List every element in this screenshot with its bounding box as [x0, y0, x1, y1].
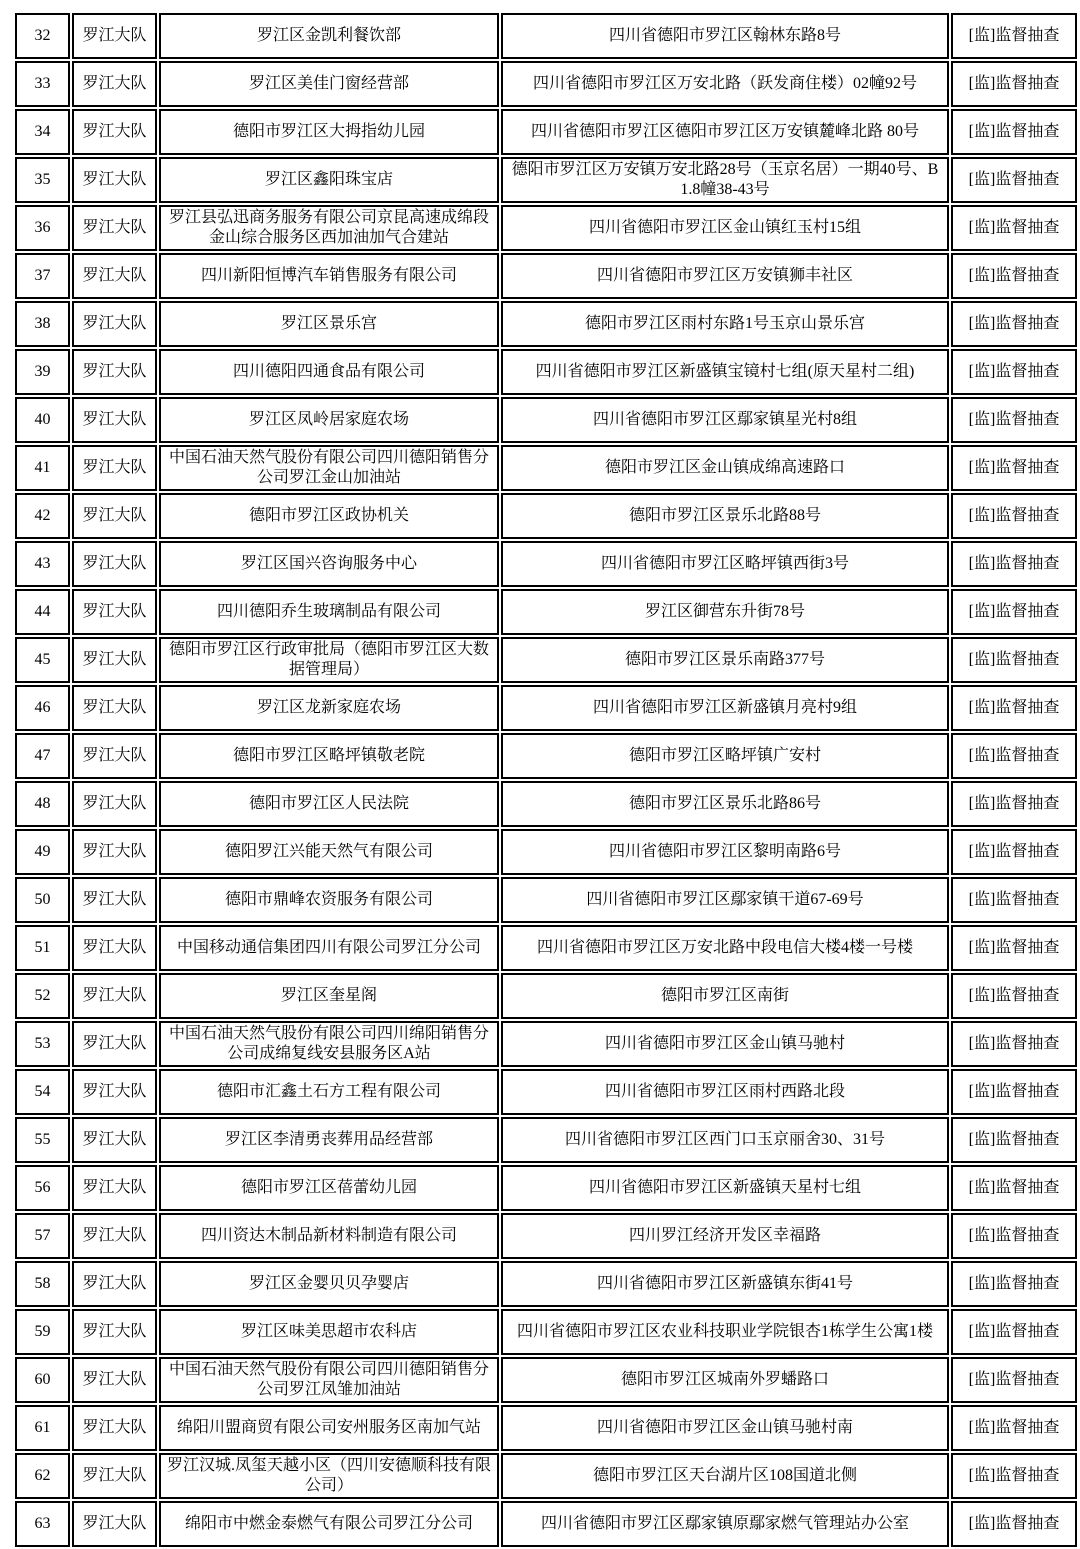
unit-name-cell: 中国石油天然气股份有限公司四川德阳销售分公司罗江金山加油站 [159, 445, 499, 491]
unit-name-cell: 中国移动通信集团四川有限公司罗江分公司 [159, 925, 499, 971]
address-cell: 四川省德阳市罗江区略坪镇西街3号 [501, 541, 949, 587]
row-number-cell: 39 [15, 349, 70, 395]
check-type-cell: [监]监督抽查 [951, 1069, 1077, 1115]
check-type-cell: [监]监督抽查 [951, 1309, 1077, 1355]
brigade-cell: 罗江大队 [72, 685, 157, 731]
table-row [15, 13, 1077, 59]
check-type-cell: [监]监督抽查 [951, 541, 1077, 587]
check-type-cell: [监]监督抽查 [951, 1453, 1077, 1499]
row-number-cell: 58 [15, 1261, 70, 1307]
row-number-cell: 50 [15, 877, 70, 923]
check-type-cell: [监]监督抽查 [951, 589, 1077, 635]
brigade-cell: 罗江大队 [72, 157, 157, 203]
address-cell: 四川省德阳市罗江区翰林东路8号 [501, 13, 949, 59]
brigade-cell: 罗江大队 [72, 109, 157, 155]
table-row [15, 685, 1077, 731]
address-cell: 四川省德阳市罗江区鄢家镇星光村8组 [501, 397, 949, 443]
address-cell: 罗江区御营东升街78号 [501, 589, 949, 635]
address-cell: 德阳市罗江区城南外罗蟠路口 [501, 1357, 949, 1403]
row-number-cell: 59 [15, 1309, 70, 1355]
address-cell: 四川省德阳市罗江区西门口玉京丽舍30、31号 [501, 1117, 949, 1163]
brigade-cell: 罗江大队 [72, 1501, 157, 1547]
check-type-cell: [监]监督抽查 [951, 493, 1077, 539]
table-row [15, 589, 1077, 635]
row-number-cell: 48 [15, 781, 70, 827]
address-cell: 四川省德阳市罗江区金山镇马驰村 [501, 1021, 949, 1067]
address-cell: 德阳市罗江区金山镇成绵高速路口 [501, 445, 949, 491]
row-number-cell: 41 [15, 445, 70, 491]
unit-name-cell: 罗江区国兴咨询服务中心 [159, 541, 499, 587]
table-row [15, 1021, 1077, 1067]
unit-name-cell: 罗江区鑫阳珠宝店 [159, 157, 499, 203]
table-row [15, 205, 1077, 251]
address-cell: 四川省德阳市罗江区农业科技职业学院银杏1栋学生公寓1楼 [501, 1309, 949, 1355]
check-type-cell: [监]监督抽查 [951, 733, 1077, 779]
check-type-cell: [监]监督抽查 [951, 349, 1077, 395]
address-cell: 四川省德阳市罗江区金山镇马驰村南 [501, 1405, 949, 1451]
address-cell: 四川省德阳市罗江区黎明南路6号 [501, 829, 949, 875]
unit-name-cell: 德阳市罗江区政协机关 [159, 493, 499, 539]
table-row [15, 1165, 1077, 1211]
check-type-cell: [监]监督抽查 [951, 61, 1077, 107]
unit-name-cell: 德阳市罗江区略坪镇敬老院 [159, 733, 499, 779]
row-number-cell: 51 [15, 925, 70, 971]
unit-name-cell: 德阳市罗江区大拇指幼儿园 [159, 109, 499, 155]
address-cell: 德阳市罗江区雨村东路1号玉京山景乐宫 [501, 301, 949, 347]
brigade-cell: 罗江大队 [72, 733, 157, 779]
unit-name-cell: 绵阳川盟商贸有限公司安州服务区南加气站 [159, 1405, 499, 1451]
table-row [15, 301, 1077, 347]
unit-name-cell: 德阳市罗江区人民法院 [159, 781, 499, 827]
table-row [15, 349, 1077, 395]
check-type-cell: [监]监督抽查 [951, 1261, 1077, 1307]
table-row [15, 1213, 1077, 1259]
unit-name-cell: 四川新阳恒博汽车销售服务有限公司 [159, 253, 499, 299]
brigade-cell: 罗江大队 [72, 541, 157, 587]
address-cell: 四川省德阳市罗江区金山镇红玉村15组 [501, 205, 949, 251]
brigade-cell: 罗江大队 [72, 61, 157, 107]
brigade-cell: 罗江大队 [72, 973, 157, 1019]
row-number-cell: 42 [15, 493, 70, 539]
brigade-cell: 罗江大队 [72, 397, 157, 443]
brigade-cell: 罗江大队 [72, 781, 157, 827]
check-type-cell: [监]监督抽查 [951, 205, 1077, 251]
table-row [15, 1357, 1077, 1403]
check-type-cell: [监]监督抽查 [951, 1165, 1077, 1211]
brigade-cell: 罗江大队 [72, 1405, 157, 1451]
row-number-cell: 35 [15, 157, 70, 203]
check-type-cell: [监]监督抽查 [951, 397, 1077, 443]
inspection-table-body [15, 13, 1077, 1547]
check-type-cell: [监]监督抽查 [951, 877, 1077, 923]
table-row [15, 1117, 1077, 1163]
table-row [15, 1405, 1077, 1451]
table-row [15, 973, 1077, 1019]
check-type-cell: [监]监督抽查 [951, 829, 1077, 875]
address-cell: 四川省德阳市罗江区新盛镇天星村七组 [501, 1165, 949, 1211]
unit-name-cell: 中国石油天然气股份有限公司四川绵阳销售分公司成绵复线安县服务区A站 [159, 1021, 499, 1067]
row-number-cell: 52 [15, 973, 70, 1019]
unit-name-cell: 德阳市罗江区行政审批局（德阳市罗江区大数据管理局） [159, 637, 499, 683]
check-type-cell: [监]监督抽查 [951, 1501, 1077, 1547]
address-cell: 四川省德阳市罗江区新盛镇月亮村9组 [501, 685, 949, 731]
address-cell: 四川省德阳市罗江区德阳市罗江区万安镇麓峰北路 80号 [501, 109, 949, 155]
row-number-cell: 34 [15, 109, 70, 155]
row-number-cell: 38 [15, 301, 70, 347]
row-number-cell: 46 [15, 685, 70, 731]
unit-name-cell: 德阳市罗江区蓓蕾幼儿园 [159, 1165, 499, 1211]
brigade-cell: 罗江大队 [72, 445, 157, 491]
brigade-cell: 罗江大队 [72, 13, 157, 59]
brigade-cell: 罗江大队 [72, 493, 157, 539]
address-cell: 德阳市罗江区略坪镇广安村 [501, 733, 949, 779]
row-number-cell: 61 [15, 1405, 70, 1451]
row-number-cell: 55 [15, 1117, 70, 1163]
address-cell: 四川省德阳市罗江区万安镇狮丰社区 [501, 253, 949, 299]
row-number-cell: 60 [15, 1357, 70, 1403]
unit-name-cell: 罗江区金婴贝贝孕婴店 [159, 1261, 499, 1307]
check-type-cell: [监]监督抽查 [951, 1357, 1077, 1403]
table-row [15, 1453, 1077, 1499]
row-number-cell: 32 [15, 13, 70, 59]
table-row [15, 637, 1077, 683]
row-number-cell: 44 [15, 589, 70, 635]
table-row [15, 109, 1077, 155]
table-row [15, 253, 1077, 299]
check-type-cell: [监]监督抽查 [951, 1213, 1077, 1259]
address-cell: 四川省德阳市罗江区新盛镇宝镜村七组(原天星村二组) [501, 349, 949, 395]
unit-name-cell: 四川资达木制品新材料制造有限公司 [159, 1213, 499, 1259]
row-number-cell: 56 [15, 1165, 70, 1211]
check-type-cell: [监]监督抽查 [951, 637, 1077, 683]
table-row [15, 493, 1077, 539]
brigade-cell: 罗江大队 [72, 1165, 157, 1211]
brigade-cell: 罗江大队 [72, 205, 157, 251]
brigade-cell: 罗江大队 [72, 637, 157, 683]
address-cell: 四川省德阳市罗江区新盛镇东街41号 [501, 1261, 949, 1307]
table-row [15, 925, 1077, 971]
unit-name-cell: 四川德阳乔生玻璃制品有限公司 [159, 589, 499, 635]
unit-name-cell: 罗江汉城.凤玺天越小区（四川安德顺科技有限公司） [159, 1453, 499, 1499]
address-cell: 四川省德阳市罗江区鄢家镇原鄢家燃气管理站办公室 [501, 1501, 949, 1547]
brigade-cell: 罗江大队 [72, 829, 157, 875]
check-type-cell: [监]监督抽查 [951, 685, 1077, 731]
brigade-cell: 罗江大队 [72, 877, 157, 923]
table-row [15, 1261, 1077, 1307]
unit-name-cell: 四川德阳四通食品有限公司 [159, 349, 499, 395]
table-row [15, 445, 1077, 491]
brigade-cell: 罗江大队 [72, 349, 157, 395]
check-type-cell: [监]监督抽查 [951, 445, 1077, 491]
row-number-cell: 62 [15, 1453, 70, 1499]
unit-name-cell: 罗江区景乐宫 [159, 301, 499, 347]
unit-name-cell: 罗江区龙新家庭农场 [159, 685, 499, 731]
check-type-cell: [监]监督抽查 [951, 781, 1077, 827]
check-type-cell: [监]监督抽查 [951, 157, 1077, 203]
table-row [15, 157, 1077, 203]
table-row [15, 1069, 1077, 1115]
inspection-table [13, 11, 1079, 1549]
brigade-cell: 罗江大队 [72, 1357, 157, 1403]
row-number-cell: 57 [15, 1213, 70, 1259]
address-cell: 四川省德阳市罗江区万安北路（跃发商住楼）02幢92号 [501, 61, 949, 107]
check-type-cell: [监]监督抽查 [951, 925, 1077, 971]
check-type-cell: [监]监督抽查 [951, 1117, 1077, 1163]
unit-name-cell: 罗江区李清勇丧葬用品经营部 [159, 1117, 499, 1163]
brigade-cell: 罗江大队 [72, 253, 157, 299]
address-cell: 四川省德阳市罗江区鄢家镇干道67-69号 [501, 877, 949, 923]
table-row [15, 877, 1077, 923]
table-row [15, 1501, 1077, 1547]
table-row [15, 397, 1077, 443]
check-type-cell: [监]监督抽查 [951, 301, 1077, 347]
unit-name-cell: 罗江区美佳门窗经营部 [159, 61, 499, 107]
row-number-cell: 53 [15, 1021, 70, 1067]
check-type-cell: [监]监督抽查 [951, 253, 1077, 299]
check-type-cell: [监]监督抽查 [951, 13, 1077, 59]
row-number-cell: 63 [15, 1501, 70, 1547]
unit-name-cell: 绵阳市中燃金泰燃气有限公司罗江分公司 [159, 1501, 499, 1547]
brigade-cell: 罗江大队 [72, 925, 157, 971]
address-cell: 德阳市罗江区景乐南路377号 [501, 637, 949, 683]
brigade-cell: 罗江大队 [72, 1453, 157, 1499]
brigade-cell: 罗江大队 [72, 589, 157, 635]
unit-name-cell: 德阳市汇鑫土石方工程有限公司 [159, 1069, 499, 1115]
table-row [15, 1309, 1077, 1355]
address-cell: 德阳市罗江区景乐北路86号 [501, 781, 949, 827]
table-row [15, 733, 1077, 779]
table-row [15, 781, 1077, 827]
address-cell: 四川省德阳市罗江区万安北路中段电信大楼4楼一号楼 [501, 925, 949, 971]
row-number-cell: 47 [15, 733, 70, 779]
unit-name-cell: 中国石油天然气股份有限公司四川德阳销售分公司罗江凤雏加油站 [159, 1357, 499, 1403]
address-cell: 德阳市罗江区万安镇万安北路28号（玉京名居）一期40号、B1.8幢38-43号 [501, 157, 949, 203]
brigade-cell: 罗江大队 [72, 1021, 157, 1067]
brigade-cell: 罗江大队 [72, 301, 157, 347]
brigade-cell: 罗江大队 [72, 1261, 157, 1307]
table-row [15, 829, 1077, 875]
unit-name-cell: 罗江区味美思超市农科店 [159, 1309, 499, 1355]
address-cell: 四川罗江经济开发区幸福路 [501, 1213, 949, 1259]
row-number-cell: 40 [15, 397, 70, 443]
brigade-cell: 罗江大队 [72, 1117, 157, 1163]
address-cell: 德阳市罗江区景乐北路88号 [501, 493, 949, 539]
table-row [15, 61, 1077, 107]
unit-name-cell: 德阳罗江兴能天然气有限公司 [159, 829, 499, 875]
brigade-cell: 罗江大队 [72, 1309, 157, 1355]
row-number-cell: 37 [15, 253, 70, 299]
address-cell: 四川省德阳市罗江区雨村西路北段 [501, 1069, 949, 1115]
brigade-cell: 罗江大队 [72, 1213, 157, 1259]
table-row [15, 541, 1077, 587]
check-type-cell: [监]监督抽查 [951, 109, 1077, 155]
address-cell: 德阳市罗江区天台湖片区108国道北侧 [501, 1453, 949, 1499]
unit-name-cell: 德阳市鼎峰农资服务有限公司 [159, 877, 499, 923]
unit-name-cell: 罗江区奎星阁 [159, 973, 499, 1019]
check-type-cell: [监]监督抽查 [951, 1021, 1077, 1067]
address-cell: 德阳市罗江区南街 [501, 973, 949, 1019]
row-number-cell: 49 [15, 829, 70, 875]
row-number-cell: 45 [15, 637, 70, 683]
row-number-cell: 43 [15, 541, 70, 587]
check-type-cell: [监]监督抽查 [951, 1405, 1077, 1451]
check-type-cell: [监]监督抽查 [951, 973, 1077, 1019]
row-number-cell: 36 [15, 205, 70, 251]
unit-name-cell: 罗江区凤岭居家庭农场 [159, 397, 499, 443]
row-number-cell: 54 [15, 1069, 70, 1115]
unit-name-cell: 罗江区金凯利餐饮部 [159, 13, 499, 59]
unit-name-cell: 罗江县弘迅商务服务有限公司京昆高速成绵段金山综合服务区西加油加气合建站 [159, 205, 499, 251]
row-number-cell: 33 [15, 61, 70, 107]
brigade-cell: 罗江大队 [72, 1069, 157, 1115]
